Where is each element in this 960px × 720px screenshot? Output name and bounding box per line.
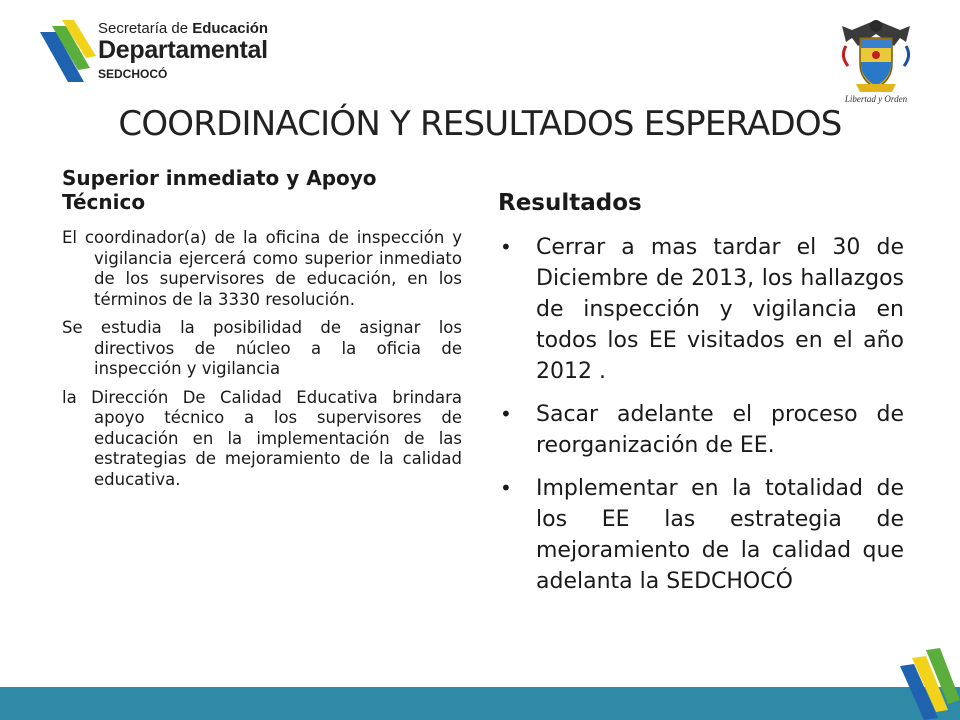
emblem-motto: Libertad y Orden [844,94,908,104]
left-column [62,166,462,498]
results-list [498,232,904,597]
bullet-icon: • [500,402,512,426]
stripe-corner-icon [898,648,960,720]
stripe-logo-icon [38,18,100,84]
logo-line3: SEDCHOCÓ [98,67,168,81]
left-heading: Superior inmediato y Apoyo Técnico [62,166,377,214]
list-item: • Sacar adelante el proceso de reorganización de EE. [498,399,904,461]
coat-of-arms [838,16,914,106]
left-paragraph-2: Se estudia la posibilidad de asignar los directivos de núcleo a la oficia de inspección y vigilancia [62,318,462,378]
left-paragraph-1: El coordinador(a) de la oficina de inspección y vigilancia ejercerá como superior inmediato de los supervisores de educación, en los términos de la 3330 resolución. [62,228,462,309]
logo-line1: Secretaría de Educación [98,20,269,37]
bullet-icon: • [500,235,512,259]
list-item: • Cerrar a mas tardar el 30 de Diciembre de 2013, los hallazgos de inspección y vigilancia en todos los EE visitados en el año 2012 . [498,232,904,387]
footer-bar [0,687,960,720]
slide-title: COORDINACIÓN Y RESULTADOS ESPERADOS [118,104,842,144]
right-heading: Resultados [498,190,642,216]
coat-of-arms-icon [838,16,914,94]
list-item: • Implementar en la totalidad de los EE las estrategia de mejoramiento de la calidad que adelanta la SEDCHOCÓ [498,473,904,597]
logo-line2: Departamental [98,36,268,64]
right-column [498,190,904,609]
left-paragraph-3: la Dirección De Calidad Educativa brindara apoyo técnico a los supervisores de educación en la implementación de las estrategias de mejoramiento de la calidad educativa. [62,387,462,489]
bullet-icon: • [500,476,512,500]
sed-logo [38,14,278,86]
